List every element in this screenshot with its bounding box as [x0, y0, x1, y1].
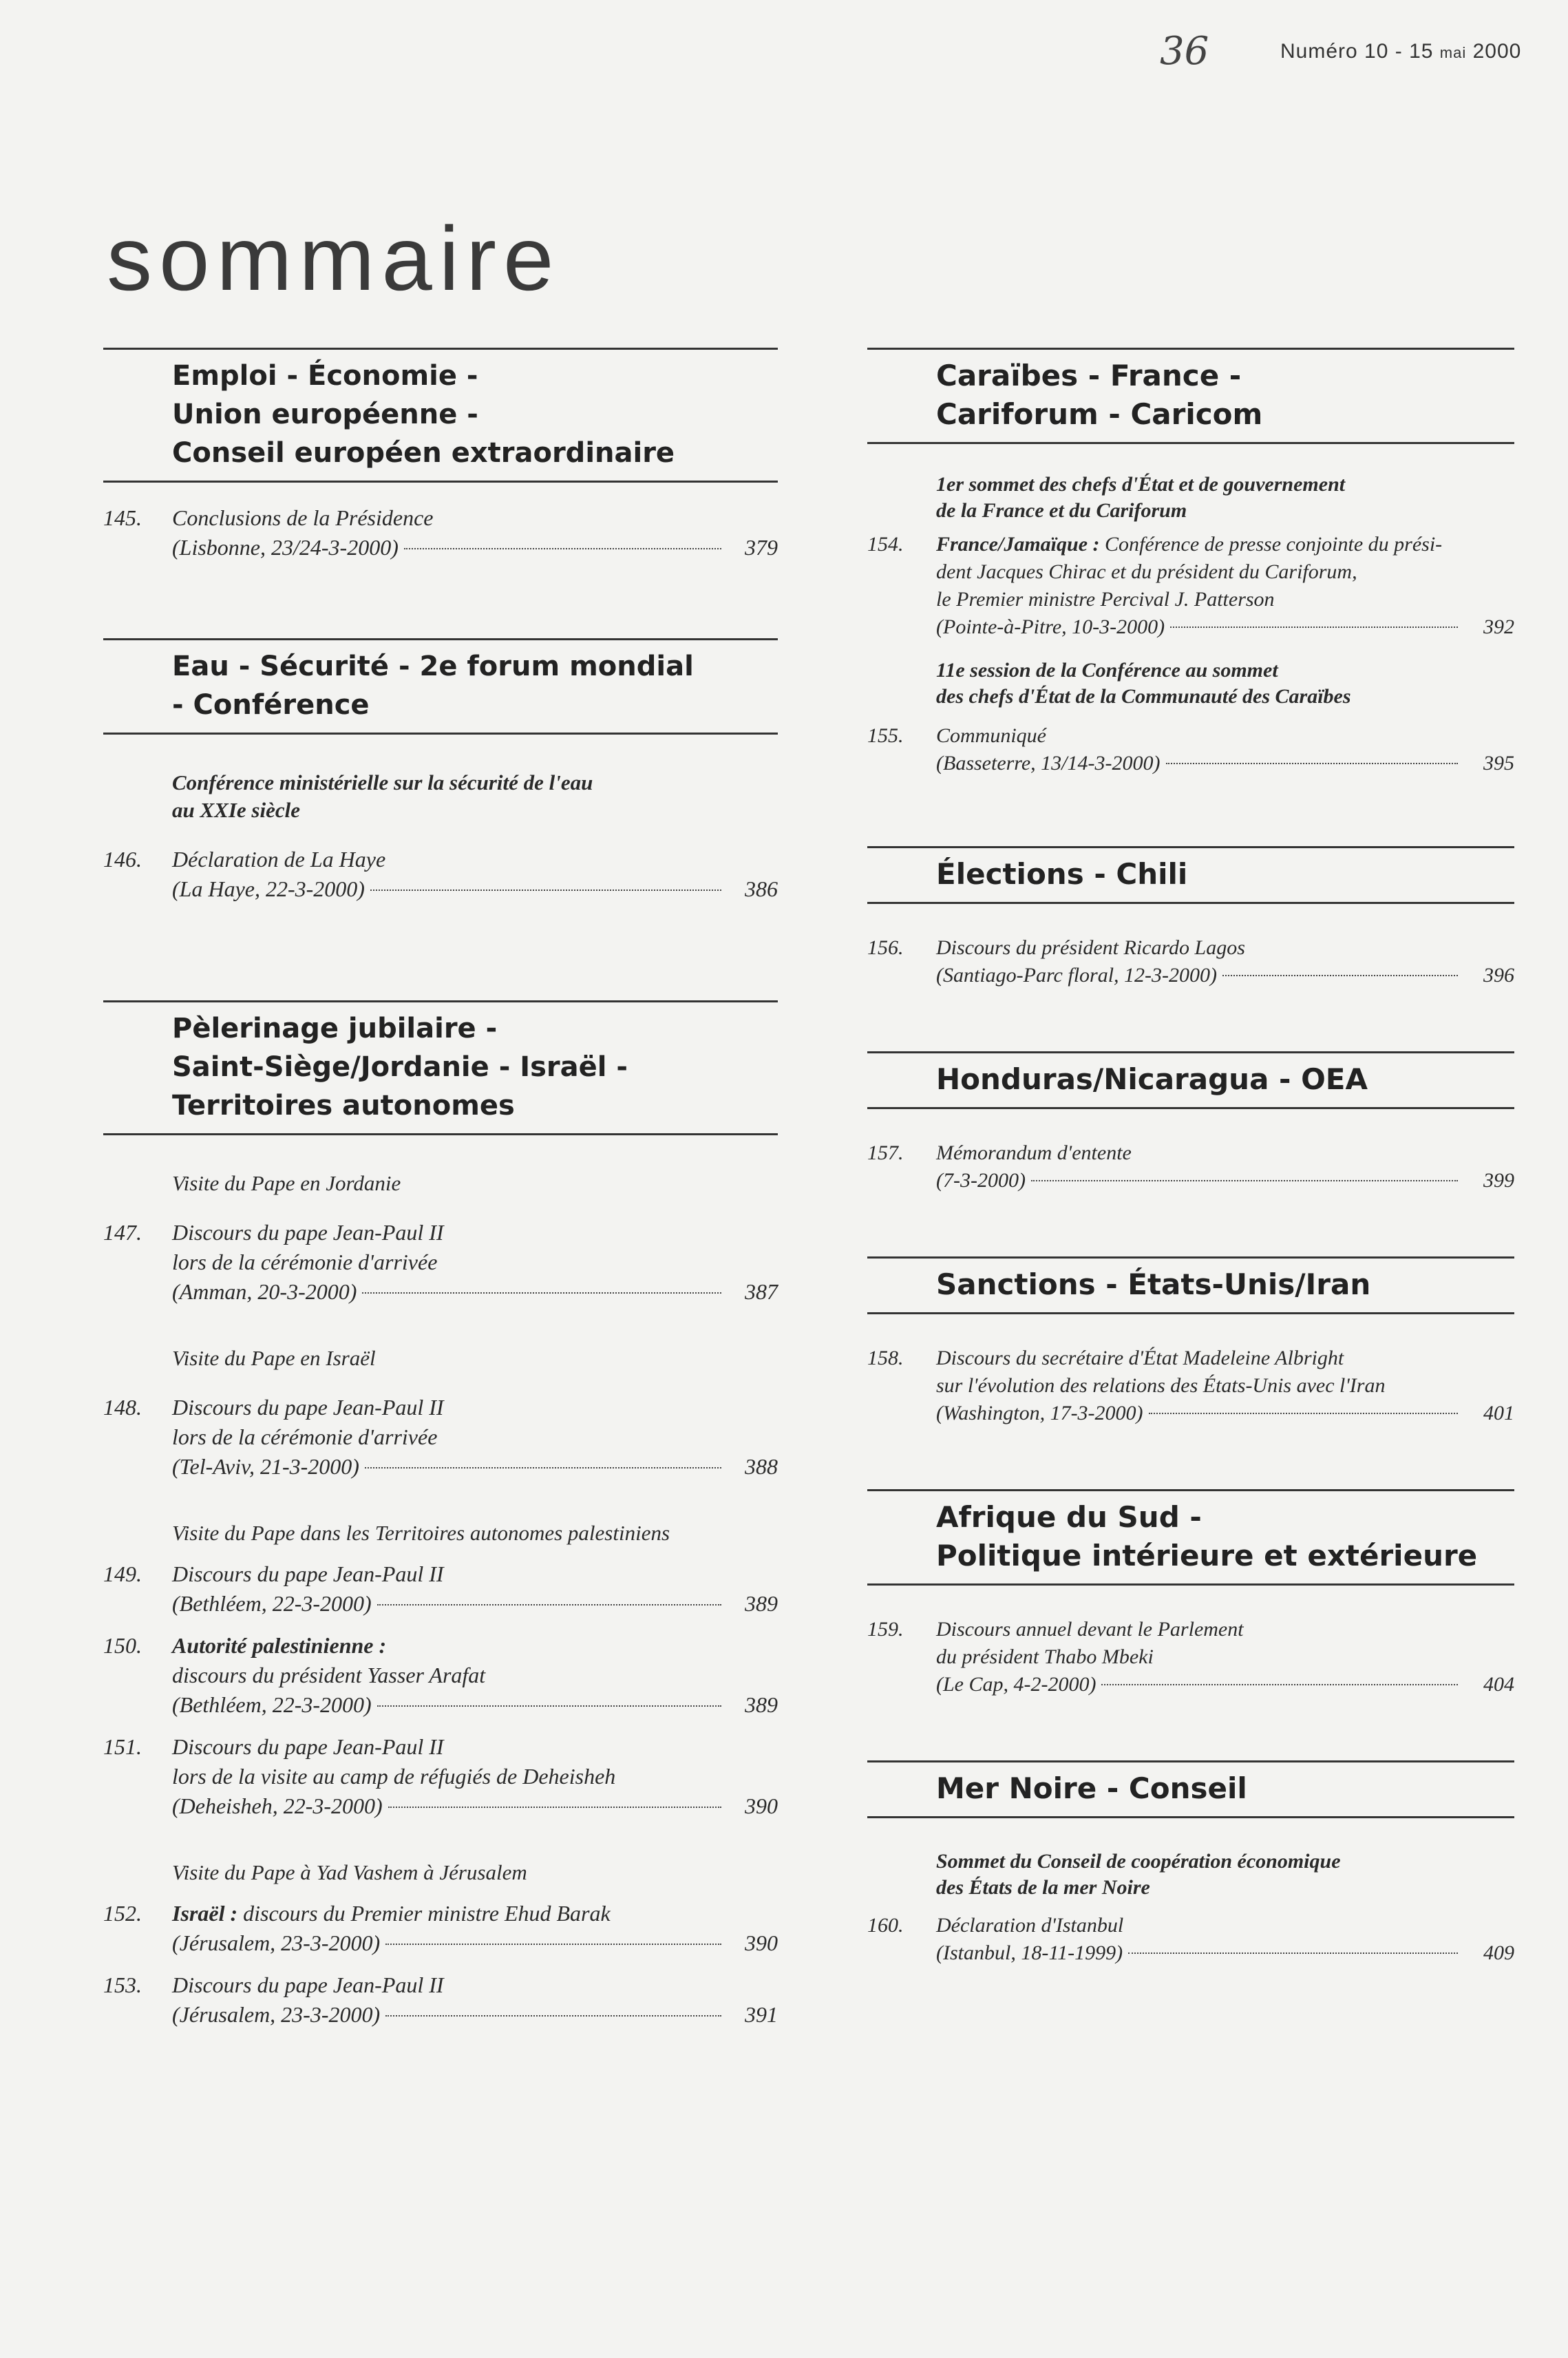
entry-line: Conclusions de la Présidence [172, 505, 434, 530]
issue-label: Numéro 10 - 15 [1280, 40, 1434, 63]
subsection-heading [103, 769, 778, 824]
section-title-line: Afrique du Sud - [936, 1500, 1202, 1534]
entry-page: 391 [745, 2002, 778, 2027]
entry-line: (Deheisheh, 22-3-2000) [172, 1793, 383, 1818]
entry-line: (Santiago-Parc floral, 12-3-2000) [936, 964, 1218, 987]
entry-line: Discours du pape Jean-Paul II [172, 1972, 444, 1997]
section-title-line: Eau - Sécurité - 2e forum mondial [172, 651, 694, 682]
subsection-heading [867, 1849, 1514, 1901]
entry-line: (Bethléem, 22-3-2000) [172, 1591, 372, 1616]
subsection-heading [867, 472, 1514, 524]
entry-line: discours du président Yasser Arafat [172, 1663, 486, 1687]
entry-number: 148. [103, 1395, 142, 1420]
section-title-line: Mer Noire - Conseil [936, 1771, 1247, 1805]
section-header-sanctions [867, 1256, 1514, 1314]
entry-line: Discours annuel devant le Parlement [936, 1618, 1244, 1641]
dot-leader [370, 889, 721, 891]
entry-line: Mémorandum d'entente [936, 1141, 1132, 1164]
section-header-honduras [867, 1051, 1514, 1109]
toc-entry[interactable] [103, 503, 778, 562]
dot-leader [1149, 1413, 1458, 1414]
entry-page: 399 [1483, 1169, 1514, 1192]
dot-leader [404, 548, 721, 549]
entry-line: Communiqué [936, 724, 1046, 747]
entry-line: Conférence de presse conjointe du prési- [1105, 533, 1443, 556]
entry-line: lors de la cérémonie d'arrivée [172, 1250, 438, 1274]
section-header-caraibes [867, 348, 1514, 444]
handwritten-page-mark: 36 [1160, 29, 1209, 74]
entry-page: 409 [1483, 1941, 1514, 1964]
issue-year: 2000 [1472, 40, 1522, 63]
dot-leader [1101, 1684, 1458, 1685]
section-title-line: Pèlerinage jubilaire - [172, 1013, 498, 1044]
entry-line: (Tel-Aviv, 21-3-2000) [172, 1454, 359, 1479]
subsection-heading-line: Sommet du Conseil de coopération économique [936, 1850, 1341, 1873]
entry-line: (Amman, 20-3-2000) [172, 1279, 357, 1304]
section-title-line: Conseil européen extraordinaire [172, 437, 675, 469]
dot-leader [1166, 763, 1459, 764]
entry-bold-prefix: Autorité palestinienne : [172, 1633, 387, 1658]
entry-number: 149. [103, 1561, 142, 1586]
dot-leader [362, 1292, 721, 1294]
entry-number: 159. [867, 1618, 904, 1641]
subsection-heading-line: de la France et du Cariforum [936, 499, 1187, 522]
entry-number: 152. [103, 1901, 142, 1926]
entry-line: Discours du pape Jean-Paul II [172, 1734, 444, 1759]
entry-line: Discours du président Ricardo Lagos [936, 936, 1245, 959]
entry-line: (Istanbul, 18-11-1999) [936, 1941, 1123, 1964]
entry-number: 157. [867, 1141, 904, 1164]
page-title: sommaire [107, 208, 561, 309]
entry-line: (Lisbonne, 23/24-3-2000) [172, 535, 399, 560]
toc-entry[interactable] [867, 722, 1514, 777]
entry-line: lors de la visite au camp de réfugiés de Deheisheh [172, 1764, 616, 1789]
toc-entry[interactable] [867, 934, 1514, 989]
section-title-line: Sanctions - États-Unis/Iran [936, 1267, 1371, 1301]
entry-page: 390 [745, 1793, 778, 1818]
entry-page: 395 [1483, 752, 1514, 775]
entry-line: (Pointe-à-Pitre, 10-3-2000) [936, 615, 1165, 638]
toc-entry[interactable] [103, 1631, 778, 1720]
section-title-line: - Conférence [172, 689, 370, 721]
subsection-heading-line: des États de la mer Noire [936, 1876, 1150, 1899]
toc-entry[interactable] [103, 1393, 778, 1482]
subsection-heading [867, 657, 1514, 710]
dot-leader [365, 1467, 721, 1469]
issue-month: mai [1439, 44, 1467, 61]
section-title-line: Cariforum - Caricom [936, 397, 1263, 431]
dot-leader [385, 1944, 721, 1945]
section-title-line: Politique intérieure et extérieure [936, 1539, 1478, 1572]
entry-number: 154. [867, 533, 904, 556]
entry-number: 146. [103, 847, 142, 872]
toc-entry[interactable] [867, 1345, 1514, 1427]
entry-number: 151. [103, 1734, 142, 1759]
entry-page: 379 [745, 535, 778, 560]
entry-number: 153. [103, 1972, 142, 1997]
entry-line: le Premier ministre Percival J. Patterson [936, 588, 1275, 611]
entry-number: 158. [867, 1347, 904, 1369]
toc-entry[interactable] [103, 1559, 778, 1619]
section-title-line: Caraïbes - France - [936, 359, 1242, 392]
dot-leader [1128, 1952, 1458, 1954]
toc-entry[interactable] [103, 1732, 778, 1821]
entry-page: 388 [745, 1454, 778, 1479]
entry-line: (Jérusalem, 23-3-2000) [172, 1930, 381, 1955]
section-title-line: Union européenne - [172, 399, 478, 430]
section-header-afrique-du-sud [867, 1489, 1514, 1586]
entry-page: 392 [1483, 615, 1514, 638]
entry-number: 147. [103, 1220, 142, 1245]
entry-number: 145. [103, 505, 142, 530]
entry-number: 156. [867, 936, 904, 959]
subsection-heading-line: Conférence ministérielle sur la sécurité de l'eau [172, 770, 593, 794]
entry-number: 160. [867, 1914, 904, 1937]
section-title-line: Élections - Chili [936, 857, 1188, 891]
toc-entry[interactable] [867, 1139, 1514, 1194]
entry-bold-prefix: Israël : [172, 1901, 238, 1926]
entry-line: Discours du pape Jean-Paul II [172, 1561, 444, 1586]
dot-leader [377, 1604, 721, 1606]
entry-page: 386 [745, 876, 778, 901]
subsection-heading: Visite du Pape en Jordanie [172, 1171, 401, 1195]
entry-bold-prefix: France/Jamaïque : [936, 533, 1100, 556]
entry-line: lors de la cérémonie d'arrivée [172, 1424, 438, 1449]
toc-entry[interactable] [103, 1218, 778, 1307]
entry-line: sur l'évolution des relations des États-Unis avec l'Iran [936, 1374, 1386, 1397]
section-title-line: Territoires autonomes [172, 1090, 515, 1122]
dot-leader [388, 1807, 721, 1808]
section-title-line: Honduras/Nicaragua - OEA [936, 1062, 1368, 1096]
section-header-emploi [103, 348, 778, 483]
entry-line: du président Thabo Mbeki [936, 1645, 1154, 1668]
entry-page: 401 [1483, 1402, 1514, 1424]
toc-entry[interactable] [103, 1970, 778, 2030]
section-header-mer-noire [867, 1760, 1514, 1818]
section-title-line: Emploi - Économie - [172, 360, 478, 392]
entry-line: (Washington, 17-3-2000) [936, 1402, 1143, 1424]
entry-page: 404 [1483, 1673, 1514, 1696]
toc-entry[interactable] [867, 1616, 1514, 1698]
subsection-heading: Visite du Pape dans les Territoires autonomes palestiniens [172, 1521, 670, 1545]
subsection-heading: Visite du Pape à Yad Vashem à Jérusalem [172, 1860, 527, 1884]
subsection-heading: Visite du Pape en Israël [172, 1346, 376, 1370]
toc-entry[interactable] [103, 1899, 778, 1958]
entry-line: (7-3-2000) [936, 1169, 1026, 1192]
entry-page: 389 [745, 1591, 778, 1616]
subsection-heading-line: au XXIe siècle [172, 798, 300, 822]
toc-entry[interactable] [867, 1912, 1514, 1967]
entry-line: dent Jacques Chirac et du président du Cariforum, [936, 560, 1357, 583]
entry-number: 155. [867, 724, 904, 747]
dot-leader [1222, 975, 1458, 976]
dot-leader [377, 1705, 721, 1707]
entry-line: (Jérusalem, 23-3-2000) [172, 2002, 381, 2027]
subsection-heading-line: des chefs d'État de la Communauté des Caraïbes [936, 685, 1351, 708]
entry-line: Déclaration de La Haye [172, 847, 386, 872]
entry-page: 389 [745, 1692, 778, 1717]
section-header-elections [867, 846, 1514, 904]
entry-number: 150. [103, 1633, 142, 1658]
section-header-pelerinage [103, 1000, 778, 1135]
entry-line: Discours du secrétaire d'État Madeleine Albright [936, 1347, 1344, 1369]
entry-page: 387 [745, 1279, 778, 1304]
entry-line: (Basseterre, 13/14-3-2000) [936, 752, 1161, 775]
section-header-eau [103, 638, 778, 735]
toc-entry[interactable] [103, 845, 778, 904]
entry-line: discours du Premier ministre Ehud Barak [243, 1901, 611, 1926]
dot-leader [385, 2015, 721, 2017]
entry-line: Déclaration d'Istanbul [936, 1914, 1124, 1937]
entry-page: 390 [745, 1930, 778, 1955]
entry-line: Discours du pape Jean-Paul II [172, 1220, 444, 1245]
subsection-heading-line: 11e session de la Conférence au sommet [936, 659, 1278, 682]
entry-line: (Bethléem, 22-3-2000) [172, 1692, 372, 1717]
toc-entry[interactable] [867, 531, 1514, 641]
left-column [103, 348, 778, 2030]
dot-leader [1031, 1180, 1458, 1181]
entry-line: (Le Cap, 4-2-2000) [936, 1673, 1096, 1696]
entry-line: Discours du pape Jean-Paul II [172, 1395, 444, 1420]
right-column [867, 348, 1514, 1967]
entry-line: (La Haye, 22-3-2000) [172, 876, 365, 901]
entry-page: 396 [1483, 964, 1514, 987]
section-title-line: Saint-Siège/Jordanie - Israël - [172, 1051, 628, 1083]
dot-leader [1170, 627, 1458, 628]
issue-header [1280, 40, 1521, 63]
subsection-heading-line: 1er sommet des chefs d'État et de gouvernement [936, 473, 1346, 496]
